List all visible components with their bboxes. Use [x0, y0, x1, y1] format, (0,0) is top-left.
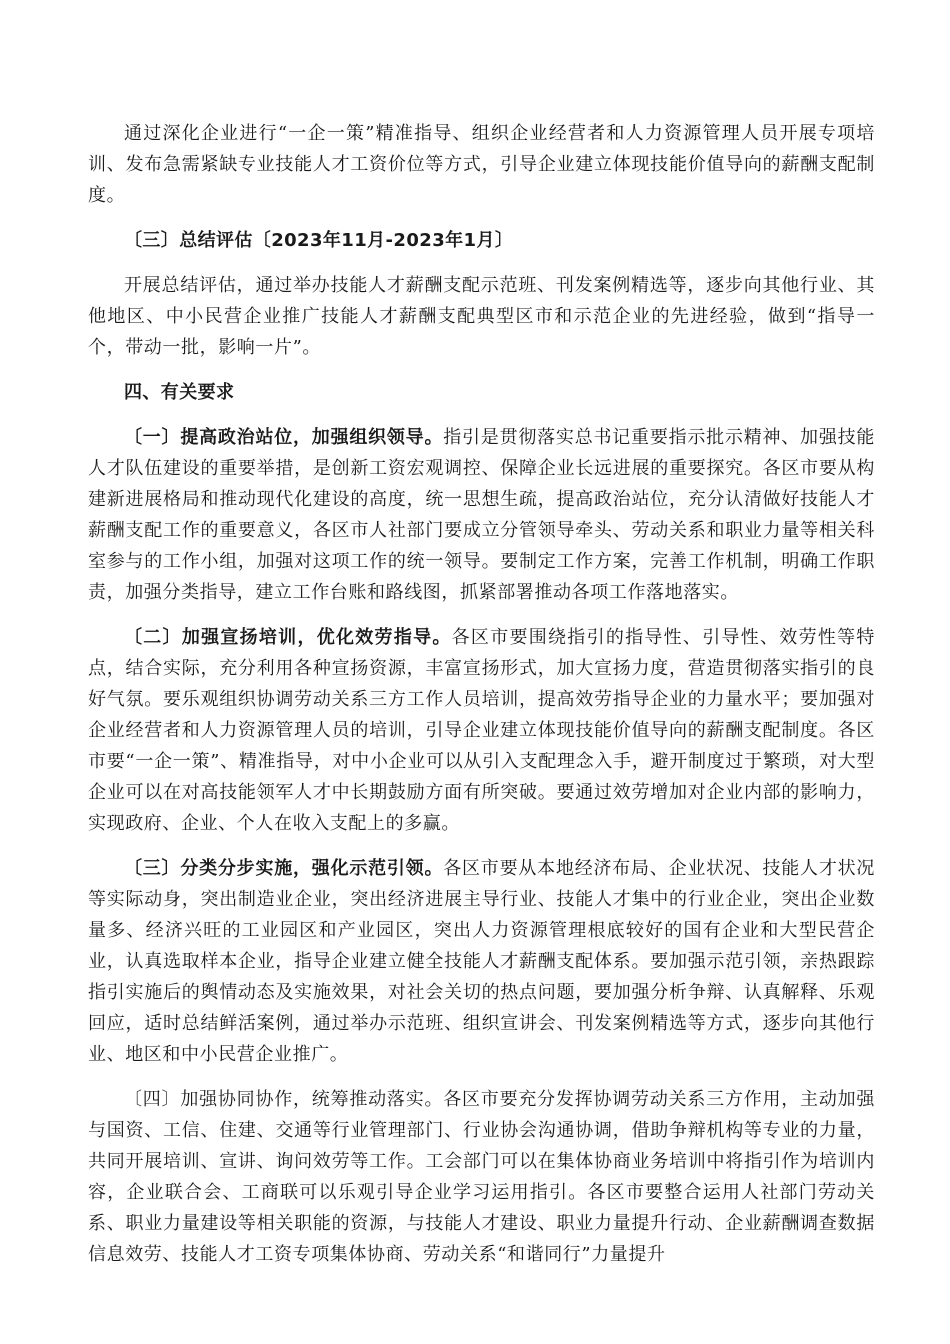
requirement-1-body: 指引是贯彻落实总书记重要指示批示精神、加强技能人才队伍建设的重要举措，是创新工资宏观调控、保障企业长远进展的重要探究。各区市要从构建新进展格局和推动现代化建设的高度，统一思想生疏，提高政治站位，充分认清做好技能人才薪酬支配工作的重要意义，各区市人社部门要成立分管领导牵头、劳动关系和职业力量等相关科室参与的工作小组，加强对这项工作的统一领导。要制定工作方案，完善工作机制，明确工作职责，加强分类指导，建立工作台账和路线图，抓紧部署推动各项工作落地落实。 — [88, 427, 875, 603]
paragraph-training: 通过深化企业进行“一企一策”精准指导、组织企业经营者和人力资源管理人员开展专项培训、发布急需紧缺专业技能人才工资价位等方式，引导企业建立体现技能价值导向的薪酬支配制度。 — [88, 123, 875, 206]
requirement-2-lead: 〔二〕加强宣扬培训，优化效劳指导。 — [124, 627, 452, 648]
requirement-3-lead: 〔三〕分类分步实施，强化示范引领。 — [124, 858, 444, 879]
requirement-2 — [88, 622, 875, 839]
requirement-1 — [88, 422, 875, 608]
requirement-4: 〔四〕加强协同协作，统筹推动落实。各区市要充分发挥协调劳动关系三方作用，主动加强与国资、工信、住建、交通等行业管理部门、行业协会沟通协调，借助争辩机构等专业的力量，共同开展培训、宣讲、询问效劳等工作。工会部门可以在集体协商业务培训中将指引作为培训内容，企业联合会、工商联可以乐观引导企业学习运用指引。各区市要整合运用人社部门劳动关系、职业力量建设等相关职能的资源，与技能人才建设、职业力量提升行动、企业薪酬调查数据信息效劳、技能人才工资专项集体协商、劳动关系“和谐同行”力量提升 — [88, 1089, 875, 1265]
heading-summary-evaluation: 〔三〕总结评估〔2023年11月-2023年1月〕 — [124, 230, 514, 251]
paragraph-summary: 开展总结评估，通过举办技能人才薪酬支配示范班、刊发案例精选等，逐步向其他行业、其他地区、中小民营企业推广技能人才薪酬支配典型区市和示范企业的先进经验，做到“指导一个，带动一批，影响一片”。 — [88, 275, 875, 358]
requirement-3 — [88, 853, 875, 1070]
requirement-3-body: 各区市要从本地经济布局、企业状况、技能人才状况等实际动身，突出制造业企业，突出经济进展主导行业、技能人才集中的行业企业，突出企业数量多、经济兴旺的工业园区和产业园区，突出人力资源管理根底较好的国有企业和大型民营企业，认真选取样本企业，指导企业建立健全技能人才薪酬支配体系。要加强示范引领，亲热跟踪指引实施后的舆情动态及实施效果，对社会关切的热点问题，要加强分析争辩、认真解释、乐观回应，适时总结鲜活案例，通过举办示范班、组织宣讲会、刊发案例精选等方式，逐步向其他行业、地区和中小民营企业推广。 — [88, 858, 875, 1065]
heading-requirements: 四、有关要求 — [124, 382, 235, 403]
document-page — [88, 118, 875, 1284]
requirement-2-body: 各区市要围绕指引的指导性、引导性、效劳性等特点，结合实际，充分利用各种宣扬资源，丰富宣扬形式，加大宣扬力度，营造贯彻落实指引的良好气氛。要乐观组织协调劳动关系三方工作人员培训，提高效劳指导企业的力量水平；要加强对企业经营者和人力资源管理人员的培训，引导企业建立体现技能价值导向的薪酬支配制度。各区市要“一企一策”、精准指导，对中小企业可以从引入支配理念入手，避开制度过于繁琐，对大型企业可以在对高技能领军人才中长期鼓励方面有所突破。要通过效劳增加对企业内部的影响力，实现政府、企业、个人在收入支配上的多赢。 — [88, 627, 875, 834]
requirement-1-lead: 〔一〕提高政治站位，加强组织领导。 — [124, 427, 444, 448]
